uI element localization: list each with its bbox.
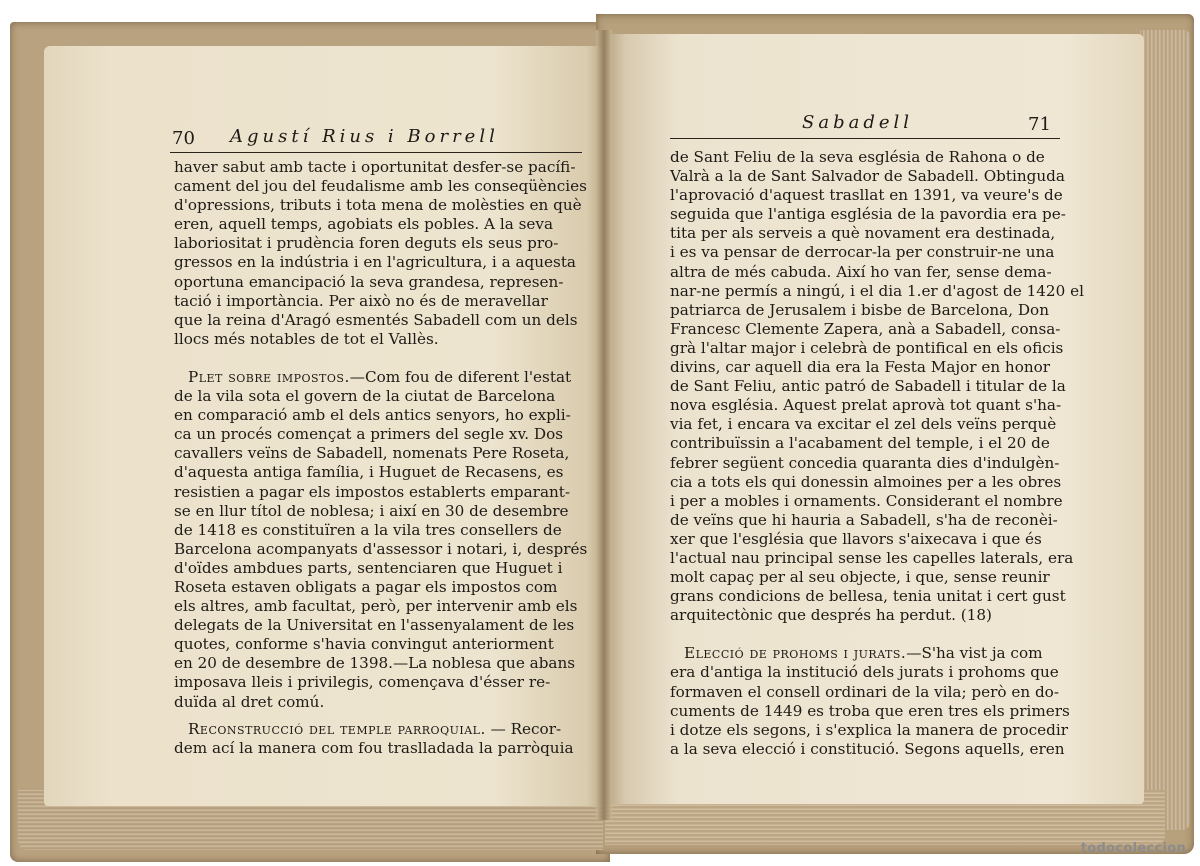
- text-line: haver sabut amb tacte i oportunitat desfer-se pacífi-: [174, 158, 576, 176]
- text-line: cavallers veïns de Sabadell, nomenats Pere Roseta,: [174, 444, 570, 463]
- right-running-header: Sabadell: [802, 112, 914, 133]
- text-line: en comparació amb el dels antics senyors, ho expli-: [174, 406, 571, 425]
- text-line: cia a tots els qui donessin almoines per a les obres: [670, 472, 1062, 491]
- text-line: cuments de 1449 es troba que eren tres els primers: [670, 701, 1070, 720]
- text-line: altra de més cabuda. Així ho van fer, sense dema-: [670, 262, 1052, 281]
- paragraph: [174, 158, 587, 349]
- text-line: i dotze els segons, i s'explica la manera de procedir: [670, 720, 1068, 739]
- text-line: eren, aquell temps, agobiats els pobles. A la seva: [174, 215, 554, 234]
- text-line: en 20 de desembre de 1398.—La noblesa que abans: [174, 654, 576, 673]
- text-line: laboriositat i prudència foren deguts els seus pro-: [174, 234, 559, 253]
- text-line: patriarca de Jerusalem i bisbe de Barcelona, Don: [670, 300, 1049, 319]
- right-page-number: 71: [1028, 114, 1051, 135]
- text-line: Francesc Clemente Zapera, anà a Sabadell, consa-: [670, 319, 1061, 338]
- text-line: d'aquesta antiga família, i Huguet de Recasens, es: [174, 463, 564, 482]
- text-line: [670, 644, 1084, 663]
- text-line: l'aprovació d'aquest trasllat en 1391, va veure's de: [670, 186, 1063, 205]
- text-line: d'opressions, tributs i tota mena de molèsties en què: [174, 196, 582, 215]
- text-line: formaven el consell ordinari de la vila; però en do-: [670, 682, 1059, 701]
- paragraph: [174, 368, 587, 712]
- left-running-header: Agustí Rius i Borrell: [230, 126, 499, 147]
- text-line: grà l'altar major i celebrà de pontifical en els oficis: [670, 338, 1064, 357]
- text-line: i per a mobles i ornaments. Considerant el nombre: [670, 491, 1063, 510]
- text-line: xer que l'església que llavors s'aixecava i que és: [670, 529, 1042, 548]
- page-edges-right: [1140, 30, 1190, 830]
- paragraph: [670, 148, 1084, 625]
- text-line: quotes, conforme s'havia convingut anteriorment: [174, 635, 554, 654]
- left-header-rule: [170, 152, 582, 153]
- text-line: de la vila sota el govern de la ciutat de Barcelona: [174, 387, 556, 406]
- right-page: [604, 34, 1144, 804]
- text-line: de veïns que hi hauria a Sabadell, s'ha de reconèi-: [670, 510, 1058, 529]
- text-line: dem ací la manera com fou traslladada la parròquia: [174, 738, 574, 757]
- book-gutter: [596, 30, 612, 820]
- text-line: Roseta estaven obligats a pagar els impostos com: [174, 577, 558, 596]
- text-line: nova església. Aquest prelat aprovà tot quant s'ha-: [670, 396, 1062, 415]
- text-line: Valrà a la de Sant Salvador de Sabadell. Obtinguda: [670, 167, 1065, 186]
- text-line: tita per als serveis a què novament era destinada,: [670, 224, 1056, 243]
- paragraph: [174, 720, 587, 758]
- heading-continuation: —S'ha vist ja com: [906, 644, 1043, 663]
- text-line: imposava lleis i privilegis, començava d'ésser re-: [174, 673, 551, 692]
- text-line: arquitectònic que després ha perdut. (18): [670, 606, 992, 625]
- left-page-number: 70: [172, 128, 195, 149]
- text-line: cament del jou del feudalisme amb les conseqüències: [174, 177, 587, 196]
- section-heading: Elecció de prohoms i jurats.: [684, 644, 907, 663]
- text-line: era d'antiga la institució dels jurats i prohoms que: [670, 663, 1059, 682]
- text-line: ca un procés començat a primers del segle xv. Dos: [174, 425, 564, 444]
- right-page-text: [670, 148, 1084, 759]
- text-line: llocs més notables de tot el Vallès.: [174, 329, 439, 348]
- text-line: resistien a pagar els impostos establerts emparant-: [174, 482, 571, 501]
- text-line: gressos en la indústria i en l'agricultura, i a aquesta: [174, 253, 576, 272]
- text-line: delegats de la Universitat en l'assenyalament de les: [174, 616, 575, 635]
- text-line: se en llur títol de noblesa; i així en 30 de desembre: [174, 501, 569, 520]
- text-line: contribuïssin a l'acabament del temple, i el 20 de: [670, 434, 1050, 453]
- text-line: de Sant Feliu, antic patró de Sabadell i titular de la: [670, 377, 1066, 396]
- text-line: via fet, i encara va excitar el zel dels veïns perquè: [670, 415, 1057, 434]
- text-line: [174, 368, 587, 387]
- section-heading: Reconstrucció del temple parroquial.: [188, 719, 486, 738]
- text-line: i es va pensar de derrocar-la per construir-ne una: [670, 243, 1055, 262]
- text-line: [174, 720, 587, 739]
- text-line: molt capaç per al seu objecte, i que, sense reunir: [670, 568, 1050, 587]
- heading-continuation: —Com fou de diferent l'estat: [349, 367, 572, 386]
- text-line: els altres, amb facultat, però, per intervenir amb els: [174, 597, 578, 616]
- text-line: tació i importància. Per això no és de meravellar: [174, 291, 548, 310]
- text-line: seguida que l'antiga església de la pavordia era pe-: [670, 205, 1066, 224]
- text-line: que la reina d'Aragó esmentés Sabadell com un dels: [174, 310, 578, 329]
- text-line: oportuna emancipació la seva grandesa, represen-: [174, 272, 564, 291]
- paragraph: [670, 644, 1084, 759]
- text-line: Barcelona acompanyats d'assessor i notari, i, després: [174, 539, 588, 558]
- text-line: duïda al dret comú.: [174, 692, 325, 711]
- text-line: l'actual nau principal sense les capelles laterals, era: [670, 548, 1074, 567]
- text-line: d'oïdes ambdues parts, sentenciaren que Huguet i: [174, 558, 563, 577]
- watermark-text: todocoleccion: [1080, 841, 1186, 856]
- text-line: febrer següent concedia quaranta dies d'indulgèn-: [670, 453, 1060, 472]
- text-line: divins, car aquell dia era la Festa Major en honor: [670, 358, 1051, 377]
- right-header-rule: [670, 138, 1060, 139]
- text-line: nar-ne permís a ningú, i el dia 1.er d'agost de 1420 el: [670, 281, 1084, 300]
- text-line: grans condicions de bellesa, tenia unitat i cert gust: [670, 587, 1066, 606]
- text-line: a la seva elecció i constitució. Segons aquells, eren: [670, 739, 1065, 758]
- heading-continuation: — Recor-: [485, 719, 562, 738]
- text-line: de 1418 es constituïren a la vila tres consellers de: [174, 520, 562, 539]
- left-page-text: [174, 158, 587, 758]
- text-line: de Sant Feliu de la seva església de Rahona o de: [670, 148, 1045, 166]
- left-page: [44, 46, 604, 806]
- section-heading: Plet sobre impostos.: [188, 367, 350, 386]
